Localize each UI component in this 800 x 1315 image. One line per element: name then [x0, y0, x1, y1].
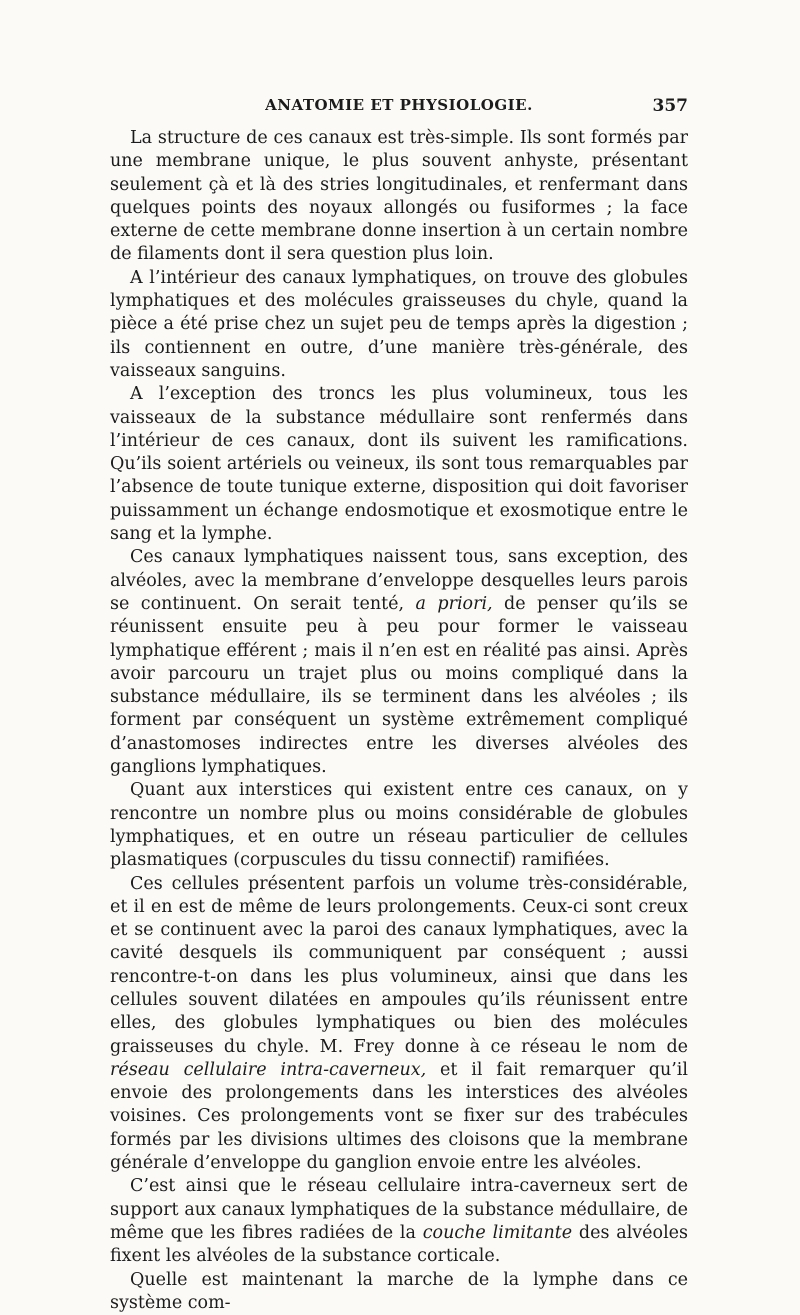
- paragraph-vessels: A l’exception des troncs les plus volumineux, tous les vaisseaux de la substance médullaire sont renfermés dans l’intérieur de ces canaux, dont ils suivent les ramifications. Qu’ils soient artériels ou veineux, ils sont tous remarquables par l’absence de toute tunique externe, disposition qui doit favoriser puissamment un échange endosmotique et exosmotique entre le sang et la lymphe.: [110, 384, 688, 545]
- paragraph-contents: A l’intérieur des canaux lymphatiques, on trouve des globules lymphatiques et des molécules graisseuses du chyle, quand la pièce a été prise chez un sujet peu de temps après la digestion ; ils contiennent en outre, d’une manière très-générale, des vaisseaux sanguins.: [110, 267, 688, 381]
- running-title: ANATOMIE ET PHYSIOLOGIE.: [265, 96, 533, 114]
- paragraph-cells: Ces cellules présentent parfois un volume très-considérable, et il en est de même de leurs prolongements. Ceux-ci sont creux et se continuent avec la paroi des canaux lymphatiques, avec la cavité desquels ils communiquent par conséquent ; aussi rencontre-t-on dans les plus volumineux, ainsi que dans les cellules souvent dilatées en ampoules qu’ils réunissent entre elles, des globules lymphatiques ou bien des molécules graisseuses du chyle. M. Frey donne à ce réseau le nom de réseau cellulaire intra-caverneux, et il fait remarquer qu’il envoie des prolongements dans les interstices des alvéoles voisines. Ces prolongements vont se fixer sur des trabécules formés par les divisions ultimes des cloisons que la membrane générale d’enveloppe du ganglion envoie entre les alvéoles.: [110, 873, 688, 1174]
- page-number: 357: [652, 96, 688, 116]
- italic-term: a priori,: [415, 593, 493, 614]
- italic-term: couche limitante: [422, 1222, 573, 1243]
- paragraph-support: C’est ainsi que le réseau cellulaire intra-caverneux sert de support aux canaux lymphatiques de la substance médullaire, de même que les fibres radiées de la couche limitante des alvéoles fixent les alvéoles de la substance corticale.: [110, 1176, 688, 1267]
- paragraph-question: Quelle est maintenant la marche de la lymphe dans ce système com-: [110, 1269, 688, 1313]
- body-text: [110, 127, 688, 1315]
- page-header: [110, 96, 688, 120]
- paragraph-interstices: Quant aux interstices qui existent entre ces canaux, on y rencontre un nombre plus ou moins considérable de globules lymphatiques, et en outre un réseau particulier de cellules plasmatiques (corpuscules du tissu connectif) ramifiées.: [110, 780, 688, 871]
- italic-term: réseau cellulaire intra-caverneux,: [110, 1059, 427, 1080]
- paragraph-structure: La structure de ces canaux est très-simple. Ils sont formés par une membrane unique, le plus souvent anhyste, présentant seulement çà et là des stries longitudinales, et renfermant dans quelques points des noyaux allongés ou fusiformes ; la face externe de cette membrane donne insertion à un certain nombre de filaments dont il sera question plus loin.: [110, 128, 688, 265]
- paragraph-origin: Ces canaux lymphatiques naissent tous, sans exception, des alvéoles, avec la membrane d’enveloppe desquelles leurs parois se continuent. On serait tenté, a priori, de penser qu’ils se réunissent ensuite peu à peu pour former le vaisseau lymphatique efférent ; mais il n’en est en réalité pas ainsi. Après avoir parcouru un trajet plus ou moins compliqué dans la substance médullaire, ils se terminent dans les alvéoles ; ils forment par conséquent un système extrêmement compliqué d’anastomoses indirectes entre les diverses alvéoles des ganglions lymphatiques.: [110, 547, 689, 778]
